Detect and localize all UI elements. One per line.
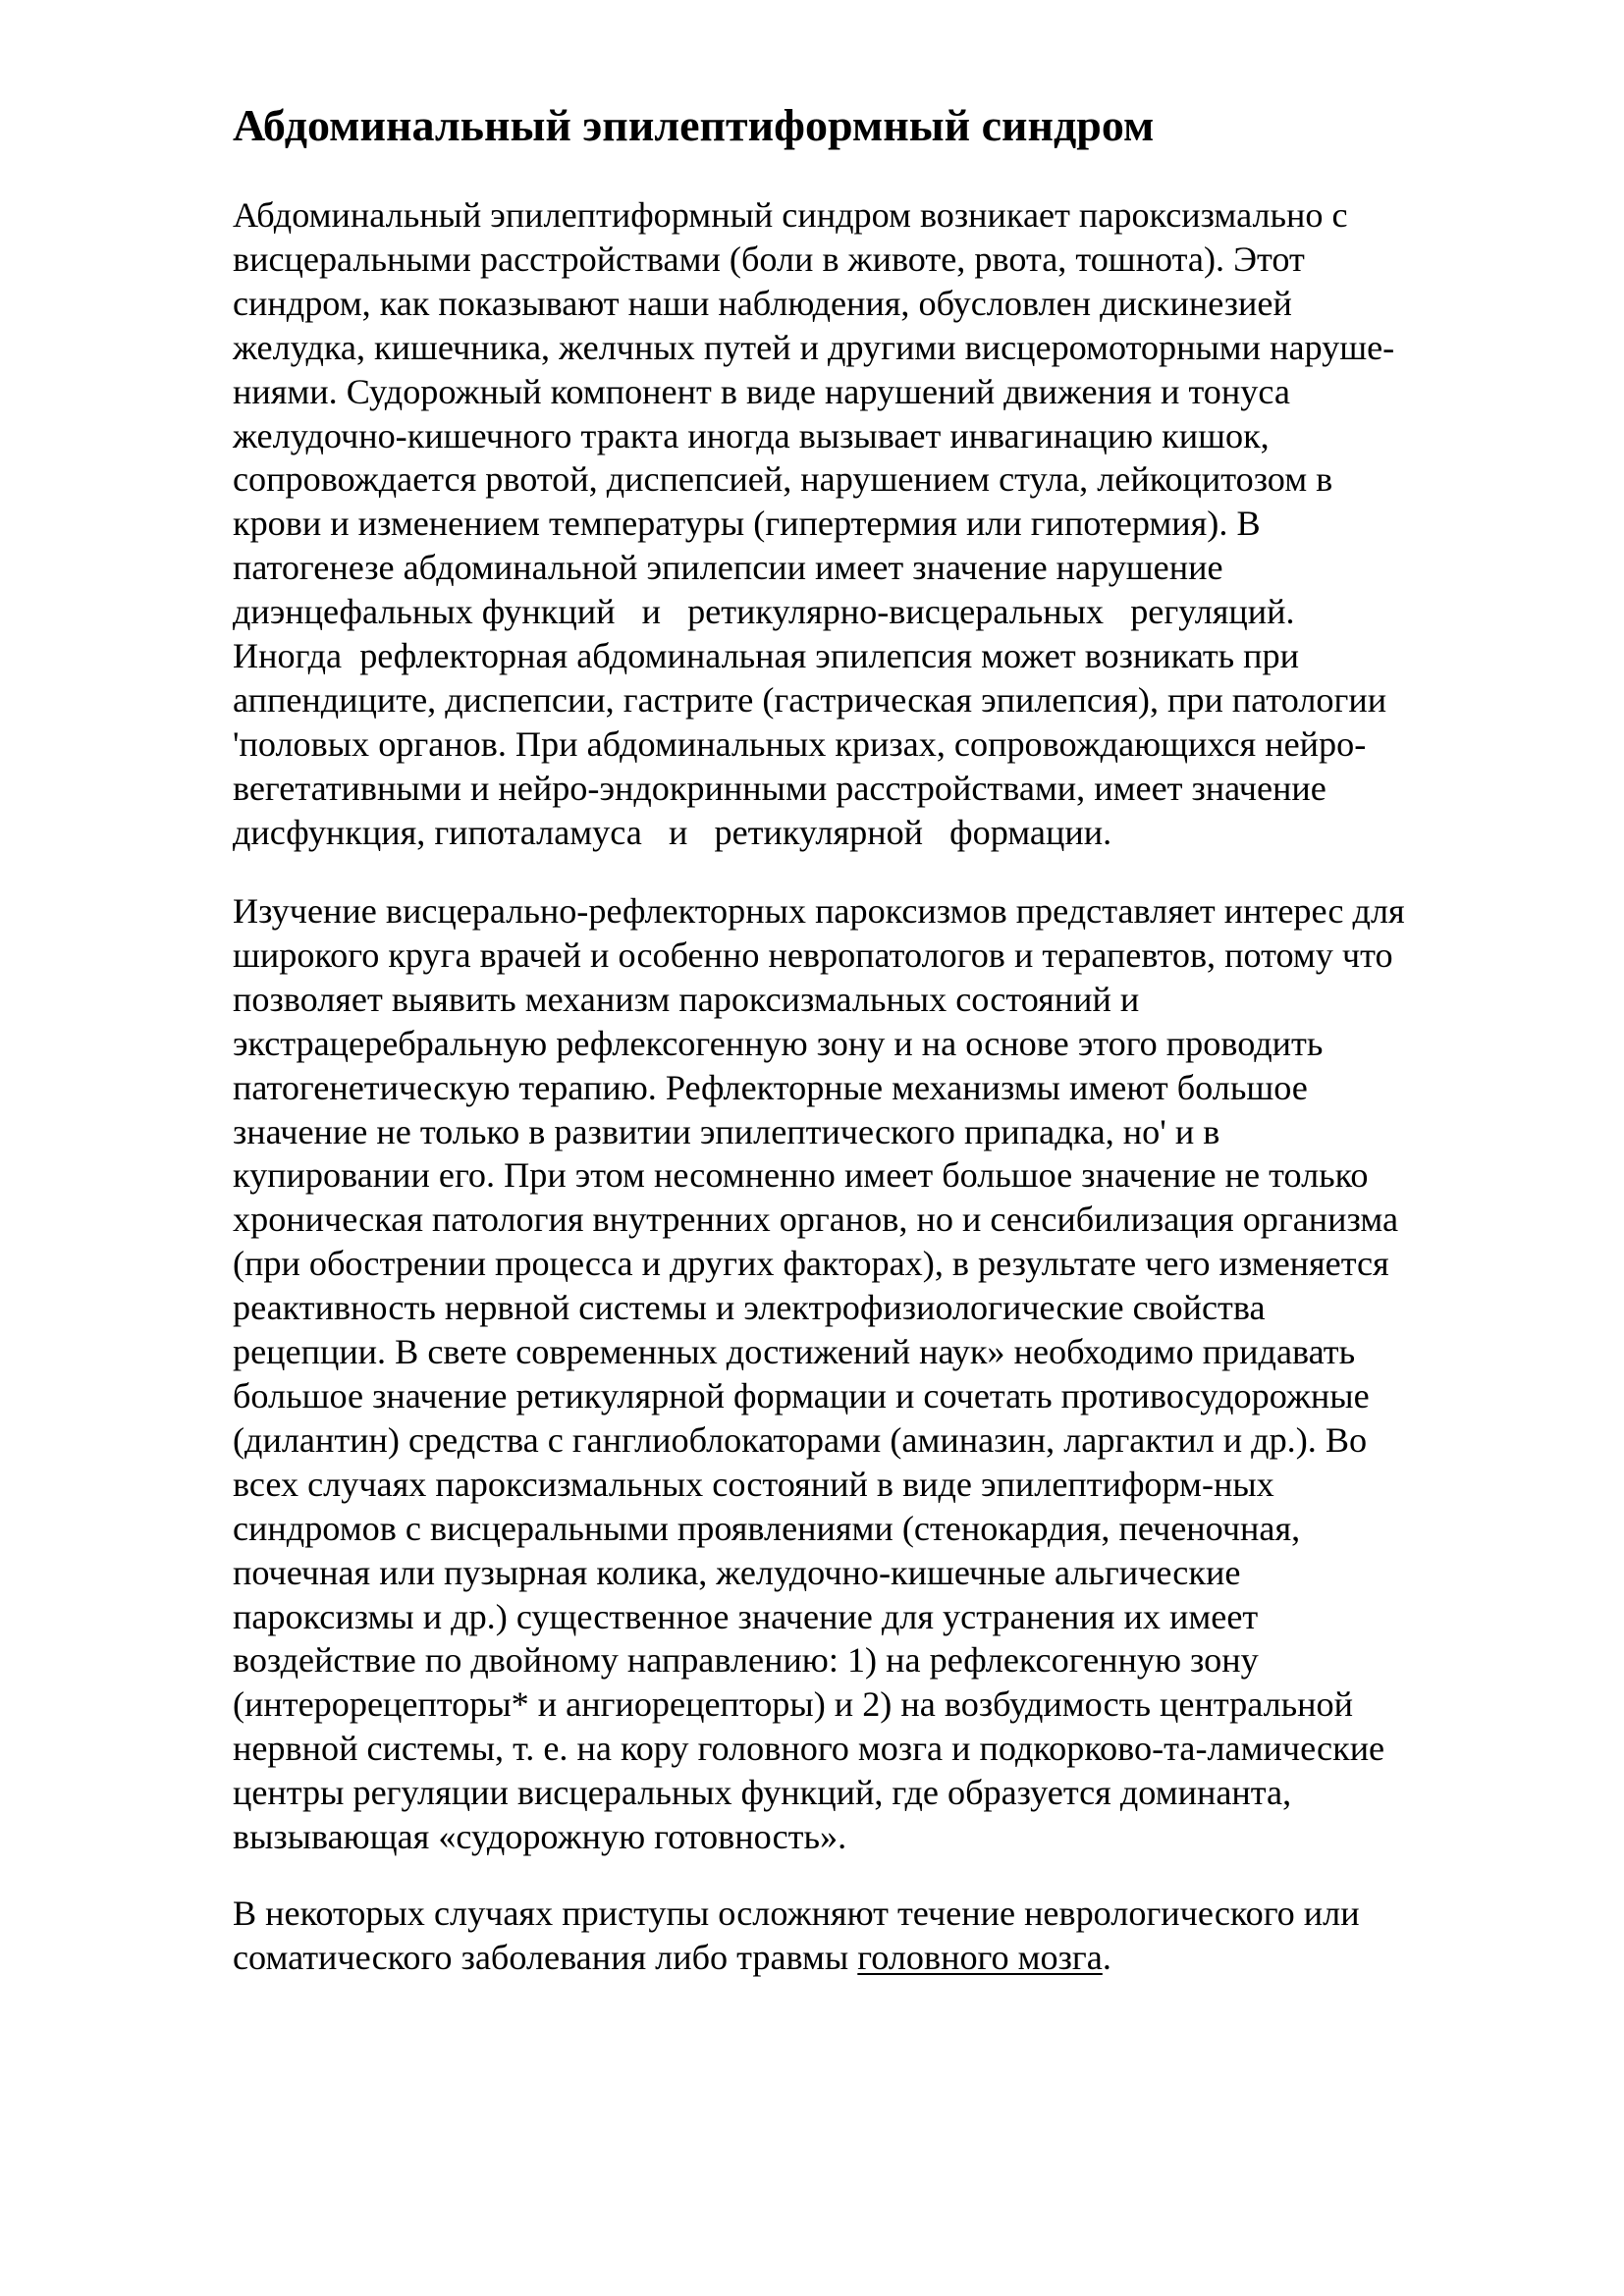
text-line: синдром, как показывают наши наблюдения, обусловлен дискинезией — [233, 283, 1292, 323]
brain-link[interactable]: головного мозга — [857, 1937, 1103, 1977]
text-line: большое значение ретикулярной формации и сочетать противосудорожные — [233, 1375, 1370, 1415]
paragraph-3 — [233, 1892, 1360, 1980]
text-line: патогенетическую терапию. Рефлекторные механизмы имеют большое — [233, 1067, 1308, 1107]
text-line: центры регуляции висцеральных функций, где образуется доминанта, — [233, 1773, 1292, 1813]
text-line: висцеральными расстройствами (боли в животе, рвота, тошнота). Этот — [233, 239, 1305, 279]
text-line: пароксизмы и др.) существенное значение для устранения их имеет — [233, 1596, 1259, 1636]
text-line: Иногда рефлекторная абдоминальная эпилепсия может возникать при — [233, 636, 1300, 676]
paragraph-2 — [233, 889, 1405, 1859]
text-line: желудочно-кишечного тракта иногда вызывает инвагинацию кишок, — [233, 415, 1270, 455]
text-line: (при обострении процесса и других факторах), в результате чего изменяется — [233, 1244, 1389, 1284]
text-line: позволяет выявить механизм пароксизмальных состояний и — [233, 979, 1140, 1019]
paragraph-1 — [233, 193, 1394, 855]
text-line: диэнцефальных функций и ретикулярно-висцеральных регуляций. — [233, 592, 1295, 632]
text-line: дисфункция, гипоталамуса и ретикулярной формации. — [233, 812, 1112, 852]
text-line: экстрацеребральную рефлексогенную зону и на основе этого проводить — [233, 1023, 1324, 1063]
text-segment: соматического заболевания либо травмы — [233, 1937, 858, 1977]
text-line: аппендиците, диспепсии, гастрите (гастрическая эпилепсия), при патологии — [233, 679, 1387, 720]
text-line: 'половых органов. При абдоминальных кризах, сопровождающихся нейро- — [233, 723, 1367, 764]
text-line: сопровождается рвотой, диспепсией, нарушением стула, лейкоцитозом в — [233, 459, 1333, 500]
text-line: широкого круга врачей и особенно невропатологов и терапевтов, потому что — [233, 934, 1393, 975]
text-line: Абдоминальный эпилептиформный синдром возникает пароксизмально с — [233, 195, 1348, 235]
text-line: почечная или пузырная колика, желудочно-кишечные альгические — [233, 1552, 1241, 1592]
text-line: ниями. Судорожный компонент в виде нарушений движения и тонуса — [233, 371, 1290, 411]
text-line: крови и изменением температуры (гипертермия или гипотермия). В — [233, 504, 1261, 544]
text-line: всех случаях пароксизмальных состояний в виде эпилептиформ-ных — [233, 1464, 1274, 1504]
text-line: значение не только в развитии эпилептического припадка, но' и в — [233, 1111, 1220, 1151]
document-title: Абдоминальный эпилептиформный синдром — [233, 100, 1155, 150]
text-line: патогенезе абдоминальной эпилепсии имеет значение нарушение — [233, 548, 1223, 588]
text-line: реактивность нервной системы и электрофизиологические свойства — [233, 1288, 1266, 1328]
text-line: (интерорецепторы* и ангиорецепторы) и 2) на возбудимость центральной — [233, 1684, 1353, 1725]
text-line: (дилантин) средства с ганглиоблокаторами (аминазин, ларгактил и др.). Во — [233, 1419, 1368, 1460]
text-line: синдромов с висцеральными проявлениями (стенокардия, печеночная, — [233, 1508, 1301, 1548]
text-line: рецепции. В свете современных достижений наук» необходимо придавать — [233, 1332, 1356, 1372]
text-line: хроническая патология внутренних органов, но и сенсибилизация организма — [233, 1200, 1399, 1240]
text-line — [233, 1936, 1360, 1980]
text-line: нервной системы, т. е. на кору головного мозга и подкорково-та-ламические — [233, 1729, 1385, 1769]
text-line: Изучение висцерально-рефлекторных пароксизмов представляет интерес для — [233, 891, 1405, 931]
text-segment: . — [1102, 1937, 1111, 1977]
text-line: вызывающая «судорожную готовность». — [233, 1817, 847, 1857]
text-line: купировании его. При этом несомненно имеет большое значение не только — [233, 1155, 1369, 1196]
text-line: воздействие по двойному направлению: 1) на рефлексогенную зону — [233, 1640, 1259, 1681]
text-line: вегетативными и нейро-эндокринными расстройствами, имеет значение — [233, 768, 1326, 808]
text-line: желудка, кишечника, желчных путей и другими висцеромоторными наруше- — [233, 327, 1395, 367]
text-line: В некоторых случаях приступы осложняют течение неврологического или — [233, 1894, 1360, 1933]
